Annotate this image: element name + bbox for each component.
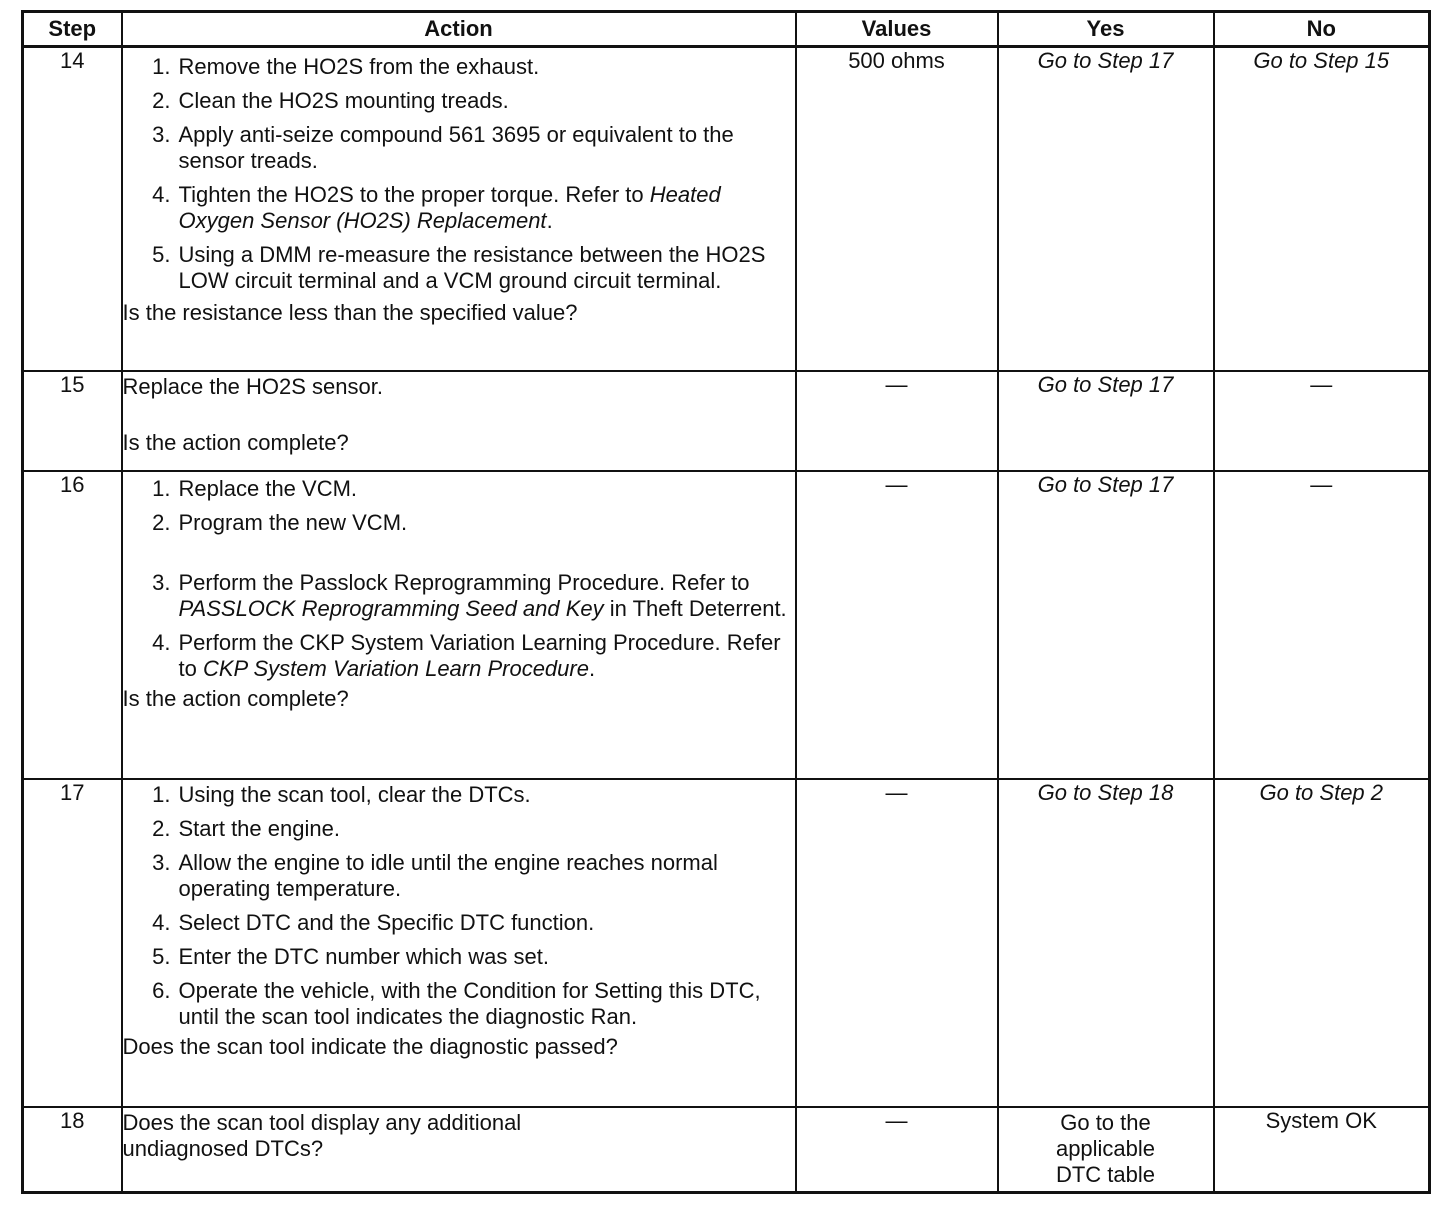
list-item: 6. Operate the vehicle, with the Condition for Setting this DTC, until the scan tool indicates the diagnostic Ran. [152,977,761,1029]
action-cell [122,471,796,779]
step-number: 14 [23,47,122,371]
col-header-step: Step [23,12,122,47]
step-number: 16 [23,471,122,779]
list-item: 5. Enter the DTC number which was set. [152,943,549,969]
list-item: 4. Perform the CKP System Variation Learning Procedure. Refer to CKP System Variation Learn Procedure. [152,629,781,681]
value-cell: 500 ohms [796,47,998,371]
table-row-step-14 [23,47,1430,371]
list-item: 5. Using a DMM re-measure the resistance between the HO2S LOW circuit terminal and a VCM ground circuit terminal. [152,242,766,293]
list-item: 3. Apply anti-seize compound 561 3695 or equivalent to the sensor treads. [152,122,734,173]
reference-link-text: PASSLOCK Reprogramming Seed and Key [178,595,604,621]
no-cell: Go to Step 15 [1214,47,1430,371]
table-row-step-17 [23,779,1430,1107]
list-item: 3. Perform the Passlock Reprogramming Procedure. Refer to PASSLOCK Reprogramming Seed and Key in Theft Deterrent. [152,569,787,621]
action-question: Is the action complete? [122,429,349,455]
table-row-step-16 [23,471,1430,779]
value-cell: — [796,1107,998,1193]
action-steps [123,782,795,1030]
yes-cell: Go to Step 17 [998,371,1214,471]
yes-cell: Go to Step 17 [998,47,1214,371]
action-cell [122,779,796,1107]
yes-line: applicable [1055,1135,1156,1161]
no-cell: — [1214,471,1430,779]
list-item: 1. Using the scan tool, clear the DTCs. [152,781,531,807]
step-number: 17 [23,779,122,1107]
diagnostic-table [21,10,1431,1194]
list-item: 2. Clean the HO2S mounting treads. [152,88,509,113]
action-question: Does the scan tool indicate the diagnostic passed? [122,1033,618,1059]
action-question: Is the action complete? [122,685,349,711]
list-item: 1. Replace the VCM. [152,475,358,501]
yes-line: DTC table [1055,1161,1156,1187]
list-item: 4. Select DTC and the Specific DTC function. [152,909,595,935]
value-cell: — [796,779,998,1107]
action-text: Replace the HO2S sensor. [122,373,383,399]
list-item: 4. Tighten the HO2S to the proper torque. Refer to Heated Oxygen Sensor (HO2S) Replacement. [152,182,721,233]
no-cell: Go to Step 2 [1214,779,1430,1107]
no-cell: System OK [1214,1107,1430,1193]
col-header-no: No [1214,12,1430,47]
action-question: Is the resistance less than the specified value? [122,300,578,325]
action-cell [122,1107,796,1193]
reference-link-text: Heated Oxygen Sensor (HO2S) Replacement [178,182,721,233]
action-cell [122,371,796,471]
yes-line: Go to the [1060,1109,1151,1135]
action-steps [123,54,795,294]
yes-cell: Go to Step 17 [998,471,1214,779]
value-cell: — [796,471,998,779]
yes-cell: Go to Step 18 [998,779,1214,1107]
col-header-action: Action [122,12,796,47]
table-row-step-15 [23,371,1430,471]
col-header-values: Values [796,12,998,47]
no-cell: — [1214,371,1430,471]
list-item: 2. Start the engine. [152,815,340,841]
reference-link-text: CKP System Variation Learn Procedure [202,655,589,681]
list-item: 3. Allow the engine to idle until the engine reaches normal operating temperature. [152,849,718,901]
list-item: 2. Program the new VCM. [152,509,408,535]
value-cell: — [796,371,998,471]
list-item: 1. Remove the HO2S from the exhaust. [152,54,540,79]
step-number: 15 [23,371,122,471]
action-question: Does the scan tool display any additional undiagnosed DTCs? [122,1109,522,1161]
action-cell [122,47,796,371]
col-header-yes: Yes [998,12,1214,47]
step-number: 18 [23,1107,122,1193]
yes-cell [998,1107,1214,1193]
header-row [23,12,1430,47]
table-row-step-18 [23,1107,1430,1193]
action-steps [123,476,795,682]
